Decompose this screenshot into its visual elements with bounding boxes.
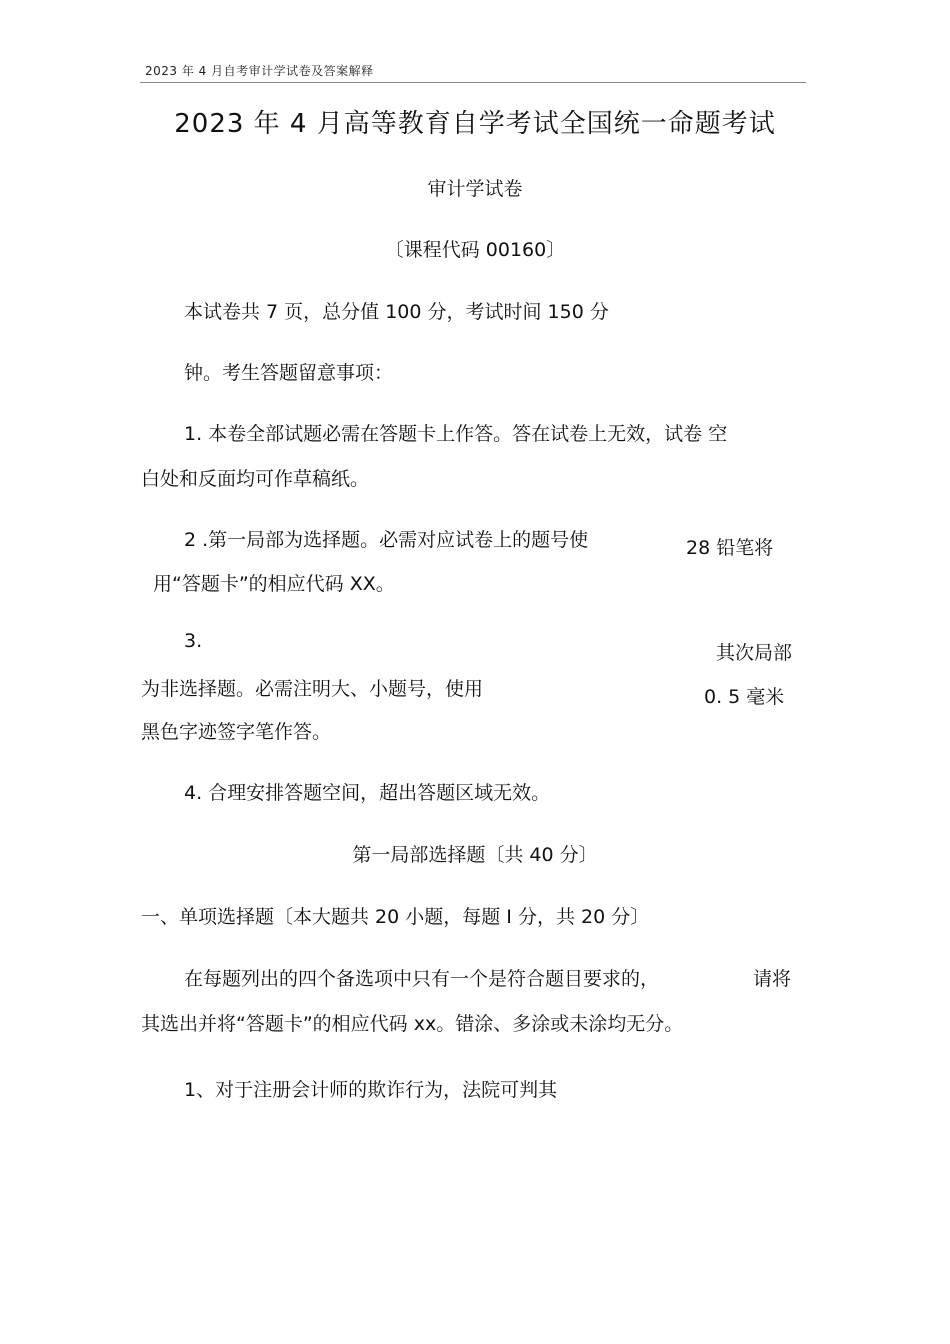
part-1-heading: 第一局部选择题〔共 40 分〕	[352, 844, 598, 866]
note-1-line-1: 1. 本卷全部试题必需在答题卡上作答。答在试卷上无效，试卷 空	[184, 423, 728, 445]
intro-line-2: 钟。考生答题留意事项：	[184, 362, 394, 384]
note-3-right-1: 其次局部	[716, 642, 793, 664]
note-3-line-2: 为非选择题。必需注明大、小题号，使用	[141, 678, 484, 700]
subject-title: 审计学试卷	[427, 178, 523, 200]
note-4: 4. 合理安排答题空间，超出答题区域无效。	[184, 782, 551, 804]
note-3-line-3: 黑色字迹签字笔作答。	[141, 721, 332, 743]
header-divider	[140, 82, 806, 83]
note-3-number: 3.	[184, 630, 203, 652]
note-2-line-2: 用“答题卡”的相应代码 XX。	[153, 573, 395, 595]
instructions-right: 请将	[753, 968, 792, 990]
exam-title: 2023 年 4 月高等教育自学考试全国统一命题考试	[174, 109, 776, 139]
course-code: 〔课程代码 00160〕	[384, 239, 566, 261]
note-1-line-2: 白处和反面均可作草稿纸。	[141, 468, 370, 490]
note-2-line-1: 2 .第一局部为选择题。必需对应试卷上的题号使	[184, 529, 589, 551]
note-2-right: 28 铅笔将	[686, 537, 774, 559]
running-header: 2023 年 4 月自考审计学试卷及答案解释	[145, 64, 374, 78]
section-1-title: 一、单项选择题〔本大题共 20 小题，每题 I 分，共 20 分〕	[141, 906, 650, 928]
instructions-line-2: 其选出并将“答题卡”的相应代码 xx。错涂、多涂或未涂均无分。	[141, 1013, 684, 1035]
question-1: 1、对于注册会计师的欺诈行为，法院可判其	[184, 1079, 558, 1101]
intro-line-1: 本试卷共 7 页，总分值 100 分，考试时间 150 分	[184, 301, 609, 323]
note-3-right-2: 0. 5 毫米	[704, 686, 785, 708]
instructions-line-1: 在每题列出的四个备选项中只有一个是符合题目要求的，	[184, 968, 660, 990]
